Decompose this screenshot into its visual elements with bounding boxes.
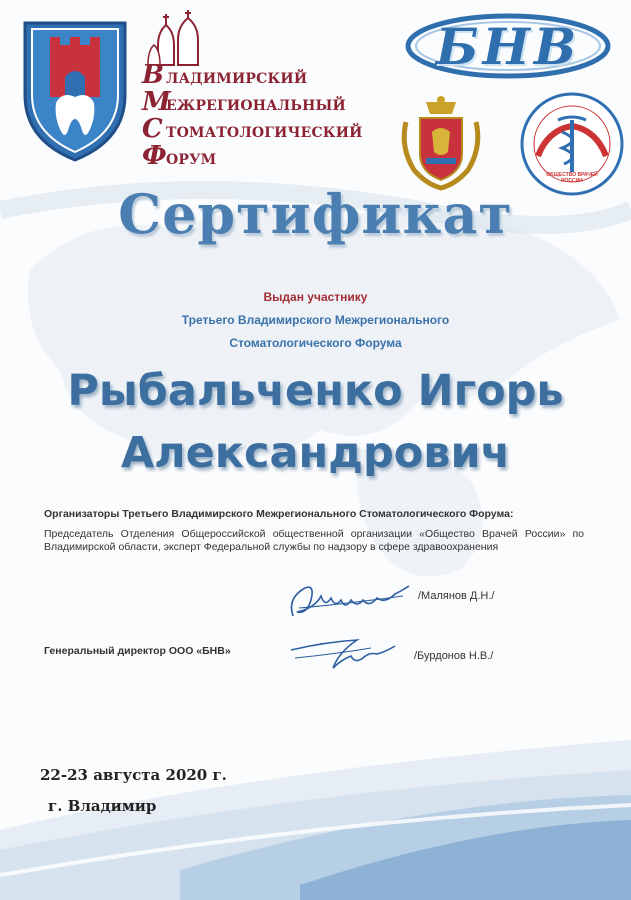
organizers-heading: Организаторы Третьего Владимирского Межрегионального Стоматологического Форума: xyxy=(44,508,514,520)
chair-name: /Малянов Д.Н./ xyxy=(418,590,495,602)
recipient-patronymic: Александрович xyxy=(120,428,511,478)
recipient-name: Рыбальченко Игорь xyxy=(67,366,564,416)
event-city: г. Владимир xyxy=(48,797,157,815)
forum-row xyxy=(142,143,372,170)
certificate-title: Сертификат xyxy=(118,182,513,246)
forum-word: ТОМАТОЛОГИЧЕСКИЙ xyxy=(166,125,363,141)
forum-cap-letter: Ф xyxy=(142,141,167,171)
bnv-logo xyxy=(403,10,613,82)
forum-word: ЛАДИМИРСКИЙ xyxy=(166,71,308,87)
chair-description: Председатель Отделения Общероссийской общественной организации «Общество Врачей России» по Владимирской области, эксперт Федеральной службы по надзору в сфере здравоохранения xyxy=(44,528,584,554)
tooth-shield-icon xyxy=(20,15,130,165)
bnv-logo-text: БНВ xyxy=(435,16,581,76)
event-name-line2: Стоматологического Форума xyxy=(229,336,402,350)
event-date: 22-23 августа 2020 г. xyxy=(40,766,227,784)
forum-cap-letter: М xyxy=(142,87,171,117)
chair-signature xyxy=(285,578,415,623)
forum-row xyxy=(142,89,372,116)
forum-cap-letter: С xyxy=(142,114,163,144)
forum-logo-text xyxy=(142,62,372,170)
forum-row xyxy=(142,116,372,143)
forum-word: ЕЖРЕГИОНАЛЬНЫЙ xyxy=(166,98,346,114)
director-signature xyxy=(285,630,415,680)
director-name: /Бурдонов Н.В./ xyxy=(414,650,494,662)
society-logo-label: ОБЩЕСТВО ВРАЧЕЙ РОССИИ xyxy=(546,172,598,184)
forum-word: ОРУМ xyxy=(166,152,217,168)
forum-cap-letter: В xyxy=(142,60,164,90)
forum-row xyxy=(142,62,372,89)
coat-of-arms-icon xyxy=(396,92,486,192)
event-name-line1: Третьего Владимирского Межрегионального xyxy=(181,313,450,327)
issued-to-label: Выдан участнику xyxy=(263,290,368,304)
director-label: Генеральный директор ООО «БНВ» xyxy=(44,645,231,657)
